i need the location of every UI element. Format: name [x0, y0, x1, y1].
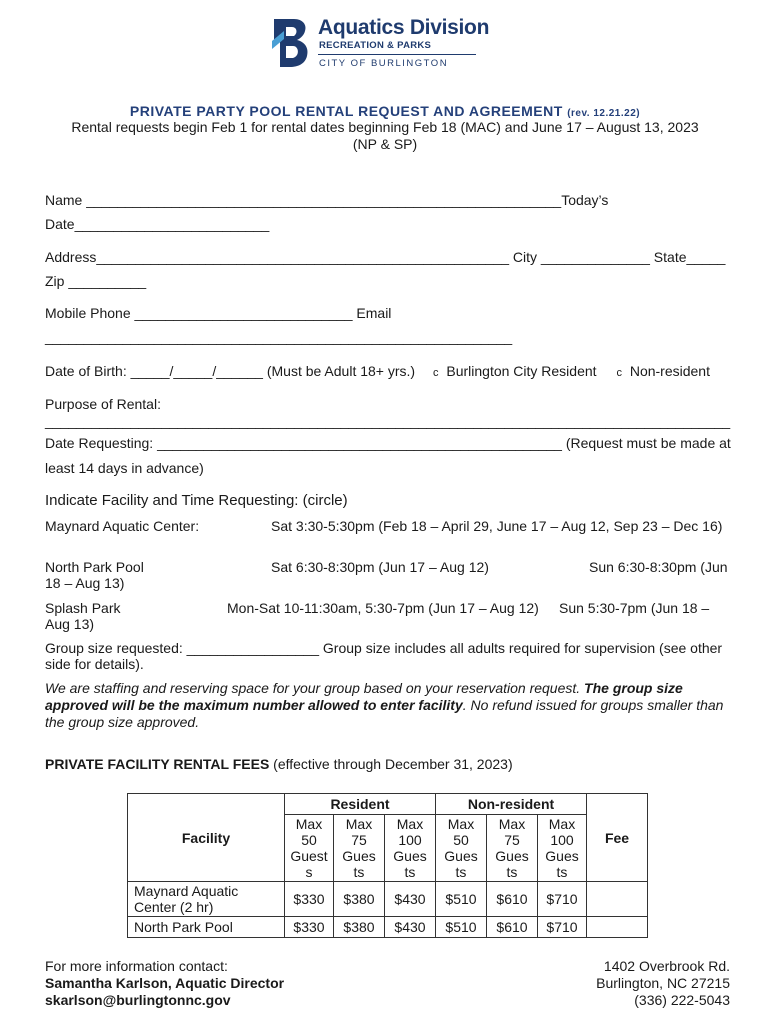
fee-row — [128, 882, 648, 917]
form-title-text: PRIVATE PARTY POOL RENTAL REQUEST AND AGREEMENT — [129, 103, 563, 119]
footer-phone: (336) 222-5043 — [634, 992, 730, 1008]
northpark-time-sat[interactable]: Sat 6:30-8:30pm (Jun 17 – Aug 12) — [271, 559, 489, 575]
logo-title: Aquatics Division — [318, 16, 490, 39]
burlington-b-logo-icon — [270, 17, 312, 69]
nonresident-label: Non-resident — [629, 363, 710, 379]
subhead-line: Max — [548, 816, 576, 832]
subtitle-line-1: Rental requests begin Feb 1 for rental dates beginning Feb 18 (MAC) and June 17 – August 13, 2023 — [71, 119, 699, 135]
northpark-name: North Park Pool — [45, 559, 144, 575]
fee-facility-line: North Park Pool — [134, 919, 233, 935]
fee-facility-line: Center (2 hr) — [134, 899, 214, 915]
fee-price-cell: $380 — [334, 917, 385, 938]
fee-price-cell: $330 — [285, 882, 334, 917]
subhead-line: Max — [345, 816, 373, 832]
group-size-note: side for details). — [45, 656, 144, 672]
date-requesting-note: least 14 days in advance) — [45, 460, 204, 476]
fees-header-row — [128, 794, 648, 815]
fee-price-cell: $430 — [385, 917, 436, 938]
splash-time-monsat[interactable]: Mon-Sat 10-11:30am, 5:30-7pm (Jun 17 – Aug 12) — [227, 600, 539, 616]
subhead-line: Gues — [495, 848, 529, 864]
notice-bold: The group size approved will be the maximum number allowed to enter facility — [45, 680, 683, 713]
subtitle-line-2: (NP & SP) — [352, 136, 418, 152]
logo-city: CITY OF BURLINGTON — [319, 58, 449, 69]
subhead-line: Max — [396, 816, 424, 832]
fee-price-cell: $510 — [436, 917, 487, 938]
subhead-line: Gues — [545, 848, 579, 864]
staffing-notice — [45, 680, 725, 731]
zip-field[interactable]: Zip __________ — [45, 273, 147, 289]
subhead-line: Max — [498, 816, 526, 832]
dob-line[interactable]: Date of Birth: _____/_____/______ (Must be Adult 18+ yrs.) — [45, 363, 416, 379]
form-subtitle — [0, 119, 770, 153]
resident-checkbox[interactable]: c — [432, 367, 439, 379]
subhead-line: Gues — [444, 848, 478, 864]
fee-price-cell: $710 — [538, 882, 587, 917]
fee-price-cell: $380 — [334, 882, 385, 917]
fee-price-cell: $510 — [436, 882, 487, 917]
resident-label: Burlington City Resident — [446, 363, 597, 379]
subhead-cell — [436, 815, 487, 882]
fee-price-cell: $610 — [487, 917, 538, 938]
address-field[interactable]: Address_____________________________________________________ City ______________ State_____ — [45, 249, 726, 265]
fees-body — [128, 882, 648, 938]
form-title — [0, 103, 770, 119]
northpark-time-sun-cont: 18 – Aug 13) — [45, 575, 125, 591]
subhead-cell — [285, 815, 334, 882]
fees-heading — [45, 756, 513, 772]
dob-field — [45, 363, 710, 379]
subhead-line: 50 — [301, 832, 317, 848]
fee-row — [128, 917, 648, 938]
fees-heading-title: PRIVATE FACILITY RENTAL FEES — [45, 756, 270, 772]
subhead-line: 100 — [398, 832, 422, 848]
fees-heading-note: (effective through December 31, 2023) — [273, 756, 513, 772]
email-field[interactable]: ____________________________________________________________ — [45, 329, 513, 345]
col-facility: Facility — [128, 794, 285, 882]
splash-time-sun-cont: Aug 13) — [45, 616, 95, 632]
col-nonresident: Non-resident — [436, 794, 587, 815]
fee-input-cell[interactable] — [587, 882, 648, 917]
purpose-label: Purpose of Rental: — [45, 396, 161, 412]
address-line-2: Burlington, NC 27215 — [596, 975, 730, 991]
fee-input-cell[interactable] — [587, 917, 648, 938]
subhead-cell — [538, 815, 587, 882]
subhead-line: ts — [556, 864, 568, 880]
subhead-line: 75 — [504, 832, 520, 848]
fee-price-cell: $330 — [285, 917, 334, 938]
fee-facility-cell — [128, 917, 285, 938]
purpose-field[interactable]: ________________________________________________________________________________________ — [45, 413, 731, 429]
subhead-cell — [487, 815, 538, 882]
logo-subtitle: RECREATION & PARKS — [319, 40, 432, 51]
subhead-line: ts — [353, 864, 365, 880]
fees-table — [127, 793, 648, 938]
fee-facility-line: Maynard Aquatic — [134, 883, 239, 899]
footer-contact — [45, 958, 284, 1009]
maynard-time[interactable]: Sat 3:30-5:30pm (Feb 18 – April 29, June 17 – Aug 12, Sep 23 – Dec 16) — [271, 518, 723, 534]
subhead-line: ts — [506, 864, 518, 880]
group-size-field[interactable]: Group size requested: _________________ Group size includes all adults required for supervision (see other — [45, 640, 723, 656]
fee-price-cell: $610 — [487, 882, 538, 917]
contact-email[interactable]: skarlson@burlingtonnc.gov — [45, 992, 231, 1008]
splash-time-sun[interactable]: Sun 5:30-7pm (Jun 18 – — [559, 600, 710, 616]
subhead-cell — [334, 815, 385, 882]
address-line-1: 1402 Overbrook Rd. — [603, 958, 730, 974]
subhead-cell — [385, 815, 436, 882]
subhead-line: 50 — [453, 832, 469, 848]
date-requesting-field[interactable]: Date Requesting: ____________________________________________________ (Request must be made at — [45, 435, 731, 451]
subhead-line: Gues — [342, 848, 376, 864]
maynard-name: Maynard Aquatic Center: — [45, 518, 200, 534]
form-revision: (rev. 12.21.22) — [567, 108, 641, 119]
splash-name: Splash Park — [45, 600, 121, 616]
date-field[interactable]: Date_________________________ — [45, 216, 270, 232]
subhead-line: s — [305, 864, 313, 880]
subhead-line: Max — [447, 816, 475, 832]
subhead-line: 100 — [550, 832, 574, 848]
col-fee: Fee — [587, 794, 648, 882]
name-field[interactable]: Name _____________________________________________________________Today’s — [45, 192, 609, 208]
fee-price-cell: $710 — [538, 917, 587, 938]
northpark-time-sun[interactable]: Sun 6:30-8:30pm (Jun — [589, 559, 728, 575]
phone-field[interactable]: Mobile Phone ____________________________ Email — [45, 305, 392, 321]
subhead-line: Guest — [290, 848, 328, 864]
notice-part-1: We are staffing and reserving space for your group based on your reservation request. — [45, 680, 581, 696]
facility-heading: Indicate Facility and Time Requesting: (circle) — [45, 492, 348, 509]
footer-address — [596, 958, 730, 1009]
fee-facility-cell — [128, 882, 285, 917]
fee-price-cell: $430 — [385, 882, 436, 917]
contact-name: Samantha Karlson, Aquatic Director — [45, 975, 285, 991]
logo-divider — [318, 54, 476, 55]
subhead-line: 75 — [351, 832, 367, 848]
nonresident-checkbox[interactable]: c — [616, 367, 622, 379]
subhead-line: Gues — [393, 848, 427, 864]
subhead-line: ts — [455, 864, 467, 880]
notice-part-2: . No refund issued for groups smaller than the group size approved. — [45, 697, 724, 730]
subhead-line: Max — [295, 816, 323, 832]
subhead-line: ts — [404, 864, 416, 880]
col-resident: Resident — [285, 794, 436, 815]
contact-label: For more information contact: — [45, 958, 228, 974]
